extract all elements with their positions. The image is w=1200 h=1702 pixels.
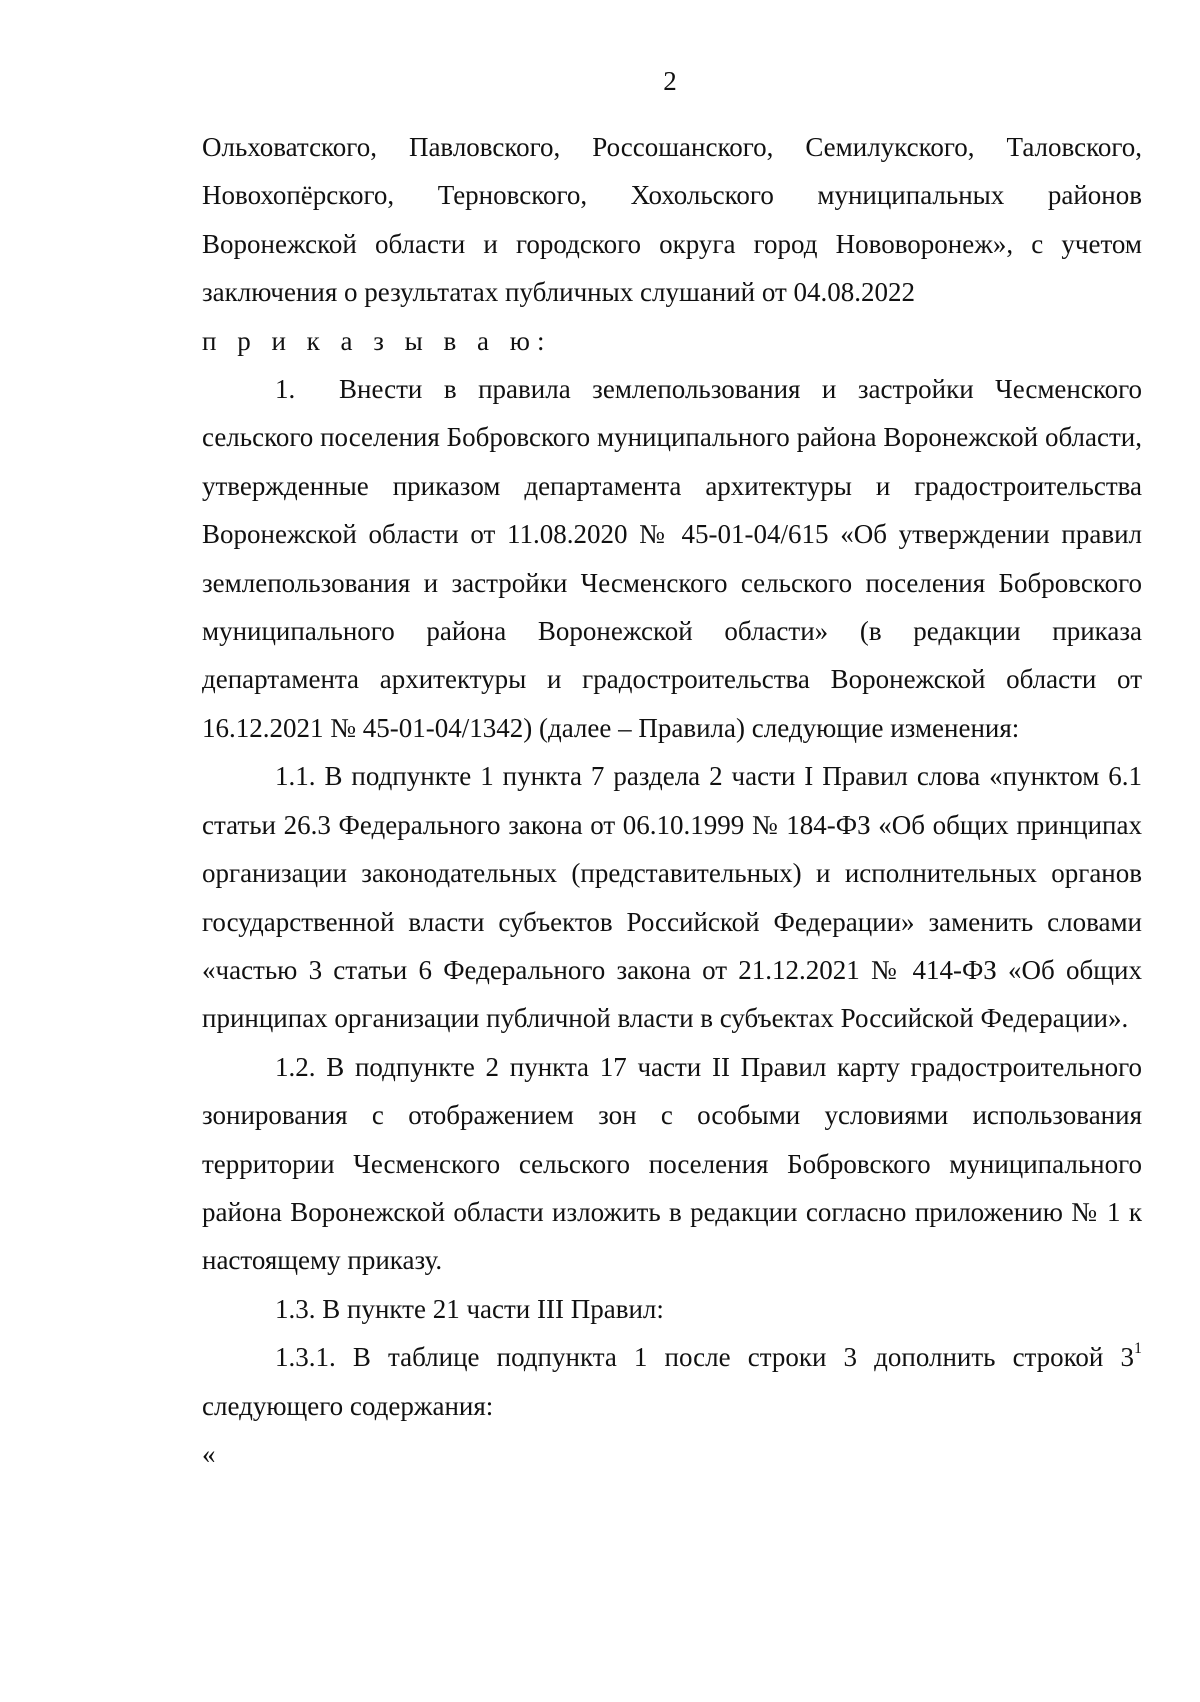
page-number: 2	[663, 66, 677, 96]
item-1-3-1-text: 1.3.1. В таблице подпункта 1 после строки 3 дополнить строкой 3	[275, 1342, 1134, 1373]
item-1-paragraph	[202, 365, 1142, 752]
item-1-3-1-continuation: следующего содержания:	[202, 1390, 494, 1421]
item-1-text: Внести в правила землепользования и застройки Чесменского сельского поселения Бобровского муниципального района Воронежской области, утвержденные приказом департамента архитектуры и градостроительства Воронежской области от 11.08.2020 № 45-01-04/615 «Об утверждении правил землепользования и застройки Чесменского сельского поселения Бобровского муниципального района Воронежской области» (в редакции приказа департамента архитектуры и градостроительства Воронежской области от 16.12.2021 № 45-01-04/1342) (далее – Правила) следующие изменения:	[202, 374, 1142, 743]
item-1-3-1-superscript: 1	[1134, 1340, 1142, 1358]
item-1-1-paragraph: 1.1. В подпункте 1 пункта 7 раздела 2 части I Правил слова «пунктом 6.1 статьи 26.3 Федерального закона от 06.10.1999 № 184-ФЗ «Об общих принципах организации законодательных (представительных) и исполнительных органов государственной власти субъектов Российской Федерации» заменить словами «частью 3 статьи 6 Федерального закона от 21.12.2021 № 414-ФЗ «Об общих принципах организации публичной власти в субъектах Российской Федерации».	[202, 761, 1142, 1034]
item-1-2-paragraph: 1.2. В подпункте 2 пункта 17 части II Правил карту градостроительного зонирования с отображением зон с особыми условиями использования территории Чесменского сельского поселения Бобровского муниципального района Воронежской области изложить в редакции согласно приложению № 1 к настоящему приказу.	[202, 1051, 1142, 1276]
item-1-3-1-paragraph	[202, 1333, 1142, 1430]
item-1-number: 1.	[275, 374, 296, 405]
intro-paragraph: Ольховатского, Павловского, Россошанского, Семилукского, Таловского, Новохопёрского, Терновского, Хохольского муниципальных районов Воронежской области и городского округа город Нововоронеж», с учетом заключения о результатах публичных слушаний от 04.08.2022	[202, 132, 1142, 308]
item-1-3-paragraph: 1.3. В пункте 21 части III Правил:	[275, 1293, 664, 1324]
document-body	[202, 123, 1142, 1478]
opening-quote: «	[202, 1438, 216, 1469]
order-word: п р и к а з ы в а ю:	[202, 325, 552, 356]
